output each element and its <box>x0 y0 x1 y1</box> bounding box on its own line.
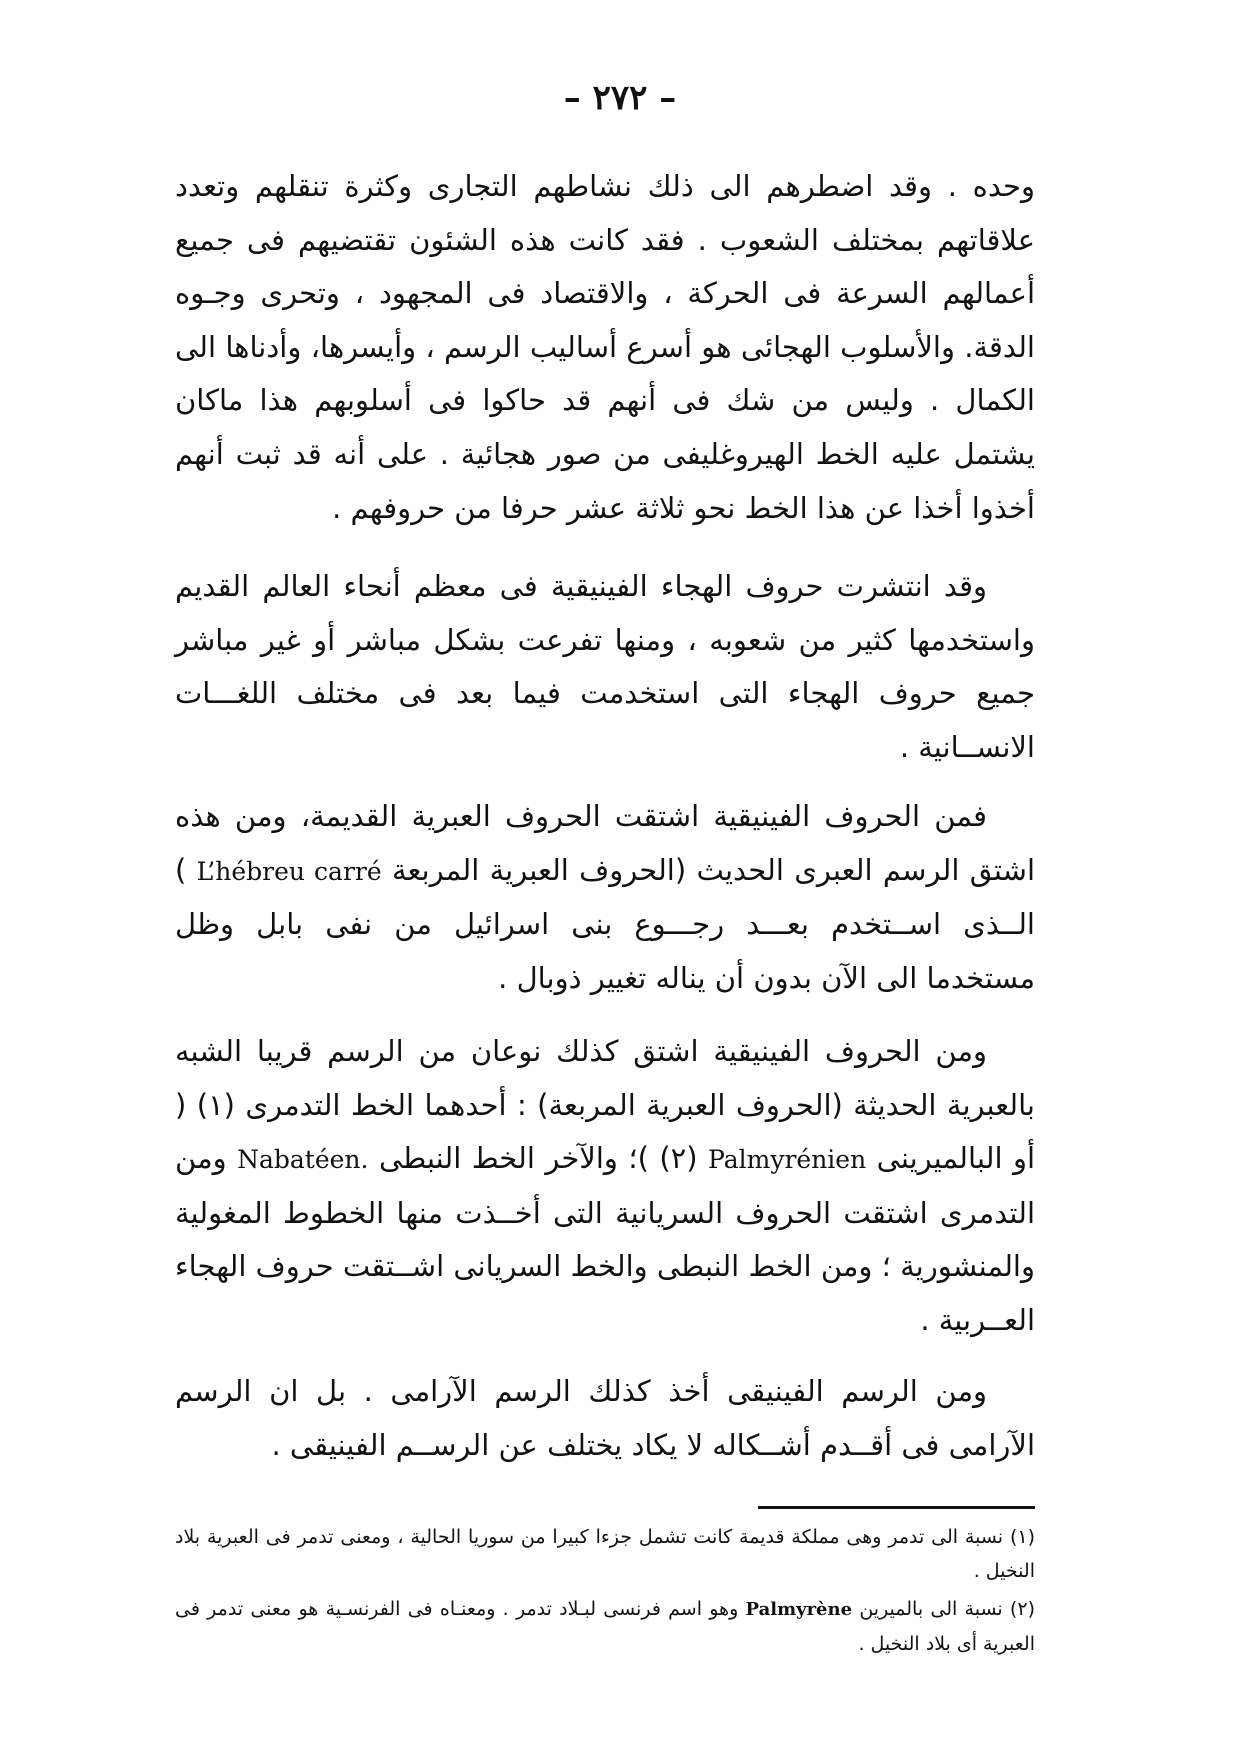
paragraph-palmyrene-latin-term: Palmyrénien <box>708 1145 867 1175</box>
footnote-1: (١) نسبة الى تدمر وهى مملكة قديمة كانت تشمل جزءا كبيرا من سوريا الحالية ، ومعنى تدمر فى العبرية بلاد النخيل . <box>175 1526 1035 1582</box>
paragraph-continuation <box>175 160 1035 535</box>
footnote-2 <box>175 1592 1035 1661</box>
paragraph-palmyrene-nabataean <box>175 1025 1035 1348</box>
paragraph-aramaic-text: ومن الرسم الفينيقى أخذ كذلك الرسم الآرامى . بل ان الرسم الآرامى فى أقــدم أشــكاله لا يكاد يختلف عن الرســم الفينيقى . <box>175 1374 1035 1462</box>
paragraph-continuation-text: وحده . وقد اضطرهم الى ذلك نشاطهم التجارى وكثرة تنقلهم وتعدد علاقاتهم بمختلف الشعوب . فقد كانت هذه الشئون تقتضيهم فى جميع أعمالهم السرعة فى الحركة ، والاقتصاد فى المجهود ، وتحرى وجـوه الدقة. والأسلوب الهجائى هو أسرع أساليب الرسم ، وأيسرها، وأدناها الى الكمال . وليس من شك فى أنهم قد حاكوا فى أسلوبهم هذا ماكان يشتمل عليه الخط الهيروغليفى من صور هجائية . على أنه قد ثبت أنهم أخذوا أخذا عن هذا الخط نحو ثلاثة عشر حرفا من حروفهم . <box>175 169 1035 525</box>
paragraph-aramaic <box>175 1365 1035 1472</box>
paragraph-hebrew-text-b: ) الــذى اســتخدم بعـــد رجـــوع بنى اسرائيل من نفى بابل وظل مستخدما الى الآن بدون أن يناله تغيير ذوبال . <box>175 852 1035 995</box>
paragraph-hebrew-text-a: فمن الحروف الفينيقية اشتقت الحروف العبرية القديمة، ومن هذه اشتق الرسم العبرى الحديث (الحروف العبرية المربعة <box>175 799 1036 887</box>
paragraph-palmyrene-text-a: ومن الحروف الفينيقية اشتق كذلك نوعان من الرسم قريبا الشبه بالعبرية الحديثة (الحروف العبرية المربعة) : أحدهما الخط التدمرى (١) ( أو البالميرينى <box>175 1034 1036 1176</box>
paragraph-phoenician-spread <box>175 560 1035 774</box>
footnote-2-text-a: (٢) نسبة الى بالميرين <box>859 1598 1035 1620</box>
footnote-2-latin-term: Palmyrène <box>745 1599 853 1620</box>
paragraph-hebrew-latin-term: L’hébreu carré <box>196 856 382 886</box>
footnote-separator-rule <box>758 1506 1035 1509</box>
page-number: – ٢٧٢ – <box>563 78 677 118</box>
paragraph-nabataean-latin-term: Nabatéen. <box>237 1145 369 1175</box>
footnote-2-text-b: وهو اسم فرنسى لبـلاد تدمر . ومعنـاه فى الفرنسـية هو معنى تدمر فى العبرية أى بلاد النخيل . <box>175 1598 1035 1655</box>
footnotes <box>175 1520 1035 1665</box>
paragraph-palmyrene-text-c: ومن التدمرى اشتقت الحروف السريانية التى أخــذت منها الخطوط المغولية والمنشورية ؛ ومن الخط النبطى والخط السريانى اشــتقت حروف الهجاء العــربية . <box>175 1141 1035 1337</box>
paragraph-phoenician-spread-text: وقد انتشرت حروف الهجاء الفينيقية فى معظم أنحاء العالم القديم واستخدمها كثير من شعوبه ، ومنها تفرعت بشكل مباشر أو غير مباشر جميع حروف الهجاء التى استخدمت فيما بعد فى مختلف اللغـــات الانســانية . <box>175 569 1035 764</box>
paragraph-palmyrene-text-b: (٢) )؛ والآخر الخط النبطى <box>378 1141 698 1176</box>
paragraph-hebrew <box>175 790 1035 1005</box>
